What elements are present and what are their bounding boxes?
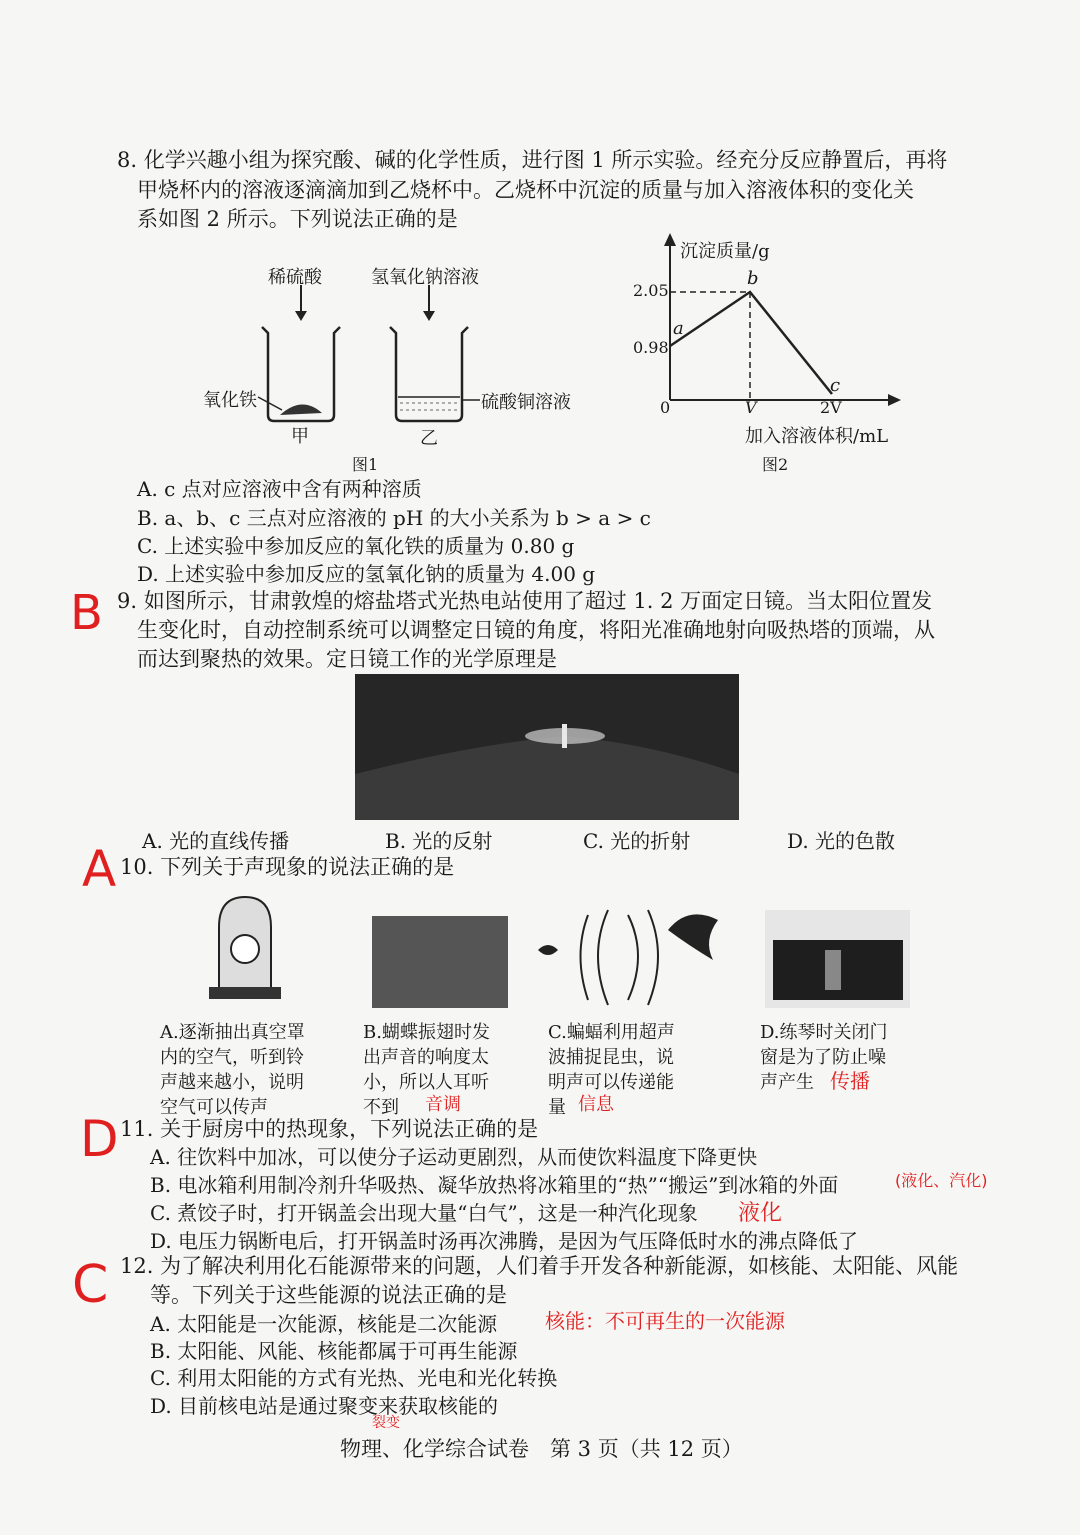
q11-option-c: C. 煮饺子时，打开锅盖会出现大量“白气”，这是一种汽化现象 xyxy=(150,1201,698,1225)
q8-option-c: C. 上述实验中参加反应的氧化铁的质量为 0.80 g xyxy=(137,534,575,558)
q8-option-a: A. c 点对应溶液中含有两种溶质 xyxy=(137,477,422,501)
q10-a-line-1: A.逐渐抽出真空罩 xyxy=(160,1022,305,1043)
x-tick-2v: 2V xyxy=(820,398,842,417)
q9-option-a: A. 光的直线传播 xyxy=(142,829,290,853)
q11-note-liquefaction: 液化 xyxy=(738,1201,783,1226)
page-footer: 物理、化学综合试卷 第 3 页（共 12 页） xyxy=(340,1437,743,1461)
q10-b-line-2: 出声音的响度太 xyxy=(363,1047,489,1068)
q12-note-fission: 裂变 xyxy=(372,1415,400,1431)
q10-a-line-2: 内的空气，听到铃 xyxy=(160,1047,304,1068)
heat-tower xyxy=(562,724,567,748)
y-tick-2.05: 2.05 xyxy=(633,281,669,300)
q9-option-b: B. 光的反射 xyxy=(385,829,493,853)
wave-3 xyxy=(628,915,638,1000)
y-tick-0.98: 0.98 xyxy=(633,338,669,357)
point-b: b xyxy=(747,268,759,289)
q11-option-a: A. 往饮料中加冰，可以使分子运动更剧烈，从而使饮料温度下降更快 xyxy=(150,1145,758,1169)
vacuum-bell-image xyxy=(205,887,285,1005)
q11-title: 11. 关于厨房中的热现象，下列说法正确的是 xyxy=(120,1117,539,1141)
q11-note-liquefaction-vaporization: (液化、汽化) xyxy=(895,1171,988,1190)
q8-option-b: B. a、b、c 三点对应溶液的 pH 的大小关系为 b > a > c xyxy=(137,506,651,530)
q11-option-b: B. 电冰箱利用制冷剂升华吸热、凝华放热将冰箱里的“热”“搬运”到冰箱的外面 xyxy=(150,1173,839,1197)
figure-1-caption: 图1 xyxy=(352,455,379,474)
q9-option-d: D. 光的色散 xyxy=(787,829,896,853)
iron-oxide-pile xyxy=(280,404,322,415)
solar-plant-drawing xyxy=(355,674,739,820)
q9-line-2: 生变化时，自动控制系统可以调整定日镜的角度，将阳光准确地射向吸热塔的顶端，从 xyxy=(137,618,935,642)
figure-2-caption: 图2 xyxy=(762,455,789,474)
q12-line-2: 等。下列关于这些能源的说法正确的是 xyxy=(150,1283,507,1307)
q12-note-nuclear: 核能：不可再生的一次能源 xyxy=(545,1309,785,1333)
q10-b-line-4: 不到 xyxy=(363,1097,399,1118)
y-axis-label: 沉淀质量/g xyxy=(680,241,770,262)
q10-d-line-2: 窗是为了防止噪 xyxy=(760,1047,886,1068)
q10-note-propagation: 传播 xyxy=(830,1069,870,1093)
label-sodium-hydroxide: 氢氧化钠溶液 xyxy=(371,267,479,288)
q10-b-line-1: B.蝴蝶振翅时发 xyxy=(363,1022,490,1043)
q10-c-line-2: 波捕捉昆虫，说 xyxy=(548,1047,674,1068)
bat-ultrasound-image xyxy=(528,900,728,1010)
label-jia: 甲 xyxy=(291,426,309,447)
label-copper-sulfate: 硫酸铜溶液 xyxy=(481,392,571,413)
wave-2 xyxy=(598,910,608,1005)
q10-handwritten-answer: A xyxy=(82,840,117,898)
q8-line-1: 8. 化学兴趣小组为探究酸、碱的化学性质，进行图 1 所示实验。经充分反应静置后，再将 xyxy=(117,148,948,172)
insect xyxy=(538,945,558,955)
q10-b-line-3: 小，所以人耳听 xyxy=(363,1072,489,1093)
q10-title: 10. 下列关于声现象的说法正确的是 xyxy=(120,855,455,879)
bell-base xyxy=(209,987,281,999)
q9-line-1: 9. 如图所示，甘肃敦煌的熔盐塔式光热电站使用了超过 1. 2 万面定日镜。当太阳位置发 xyxy=(117,589,933,613)
q11-option-d: D. 电压力锅断电后，打开锅盖时汤再次沸腾，是因为气压降低时水的沸点降低了 xyxy=(150,1229,859,1253)
bat xyxy=(668,914,718,960)
piano-practice-photo xyxy=(765,910,910,1008)
q12-handwritten-answer: C xyxy=(72,1255,109,1315)
q12-option-b: B. 太阳能、风能、核能都属于可再生能源 xyxy=(150,1339,518,1363)
label-iron-oxide: 氧化铁 xyxy=(203,390,257,411)
q8-line-3: 系如图 2 所示。下列说法正确的是 xyxy=(137,207,458,231)
wave-4 xyxy=(648,910,658,1005)
q10-d-line-1: D.练琴时关闭门 xyxy=(760,1022,888,1043)
alarm-clock xyxy=(231,935,259,963)
precipitate-line xyxy=(670,292,832,394)
q10-c-line-3: 明声可以传递能 xyxy=(548,1072,674,1093)
label-dilute-sulfuric-acid: 稀硫酸 xyxy=(268,267,322,288)
y-axis-arrow xyxy=(664,233,676,246)
player xyxy=(825,950,841,990)
x-tick-0: 0 xyxy=(660,398,671,417)
q8-option-d: D. 上述实验中参加反应的氢氧化钠的质量为 4.00 g xyxy=(137,562,596,586)
q9-handwritten-answer: B xyxy=(70,585,103,641)
point-c: c xyxy=(830,375,841,396)
q11-handwritten-answer: D xyxy=(80,1110,119,1168)
q10-d-line-3: 声产生 xyxy=(760,1072,814,1093)
q10-c-line-1: C.蝙蝠利用超声 xyxy=(548,1022,675,1043)
q10-option-a xyxy=(160,1020,305,1120)
x-tick-v: V xyxy=(745,398,757,417)
arrow-base-head xyxy=(423,311,435,321)
q10-note-tone: 音调 xyxy=(425,1094,461,1115)
arrow-acid-head xyxy=(295,311,307,321)
label-yi: 乙 xyxy=(420,428,438,449)
beaker-yi xyxy=(390,327,468,421)
q12-option-c: C. 利用太阳能的方式有光热、光电和光化转换 xyxy=(150,1366,558,1390)
solar-plant-photo xyxy=(355,674,739,820)
q8-line-2: 甲烧杯内的溶液逐滴滴加到乙烧杯中。乙烧杯中沉淀的质量与加入溶液体积的变化关 xyxy=(137,178,914,202)
q12-option-a: A. 太阳能是一次能源，核能是二次能源 xyxy=(150,1312,498,1336)
q10-a-line-3: 声越来越小，说明 xyxy=(160,1072,304,1093)
point-a: a xyxy=(673,318,684,339)
q10-c-line-4: 量 xyxy=(548,1097,566,1118)
leader-oxide xyxy=(258,397,282,410)
wave-1 xyxy=(581,915,589,1000)
x-axis-arrow xyxy=(888,394,901,406)
q10-note-information: 信息 xyxy=(578,1094,614,1115)
x-axis-label: 加入溶液体积/mL xyxy=(745,426,889,447)
q10-a-line-4: 空气可以传声 xyxy=(160,1097,268,1118)
q12-line-1: 12. 为了解决利用化石能源带来的问题，人们着手开发各种新能源，如核能、太阳能、风能 xyxy=(120,1254,959,1278)
q12-option-d: D. 目前核电站是通过聚变来获取核能的 xyxy=(150,1394,499,1418)
butterfly-photo xyxy=(372,916,508,1008)
q9-line-3: 而达到聚热的效果。定日镜工作的光学原理是 xyxy=(137,647,557,671)
q9-option-c: C. 光的折射 xyxy=(583,829,691,853)
